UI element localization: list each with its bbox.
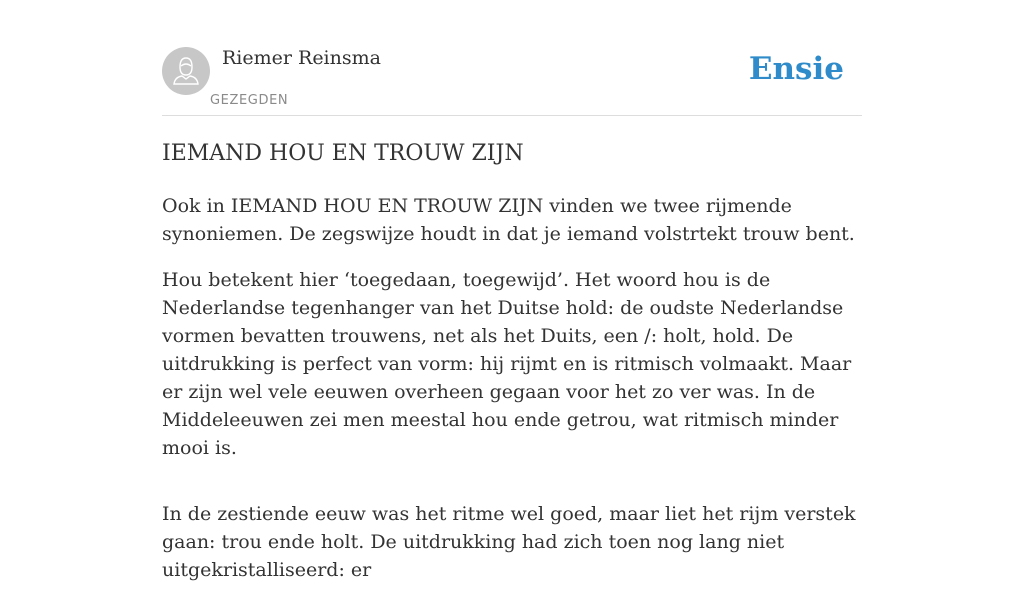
author-name[interactable]: Riemer Reinsma [222,47,381,69]
author-avatar[interactable] [162,47,210,95]
article-body [162,192,862,602]
brand-logo[interactable]: Ensie [748,51,844,87]
article-header [162,0,862,116]
article-title: IEMAND HOU EN TROUW ZIJN [162,141,524,166]
page-container [162,0,862,581]
user-silhouette-icon [162,47,210,95]
article-paragraph-2: Hou betekent hier ‘toegedaan, toegewijd’. Het woord hou is de Nederlandse tegenhanger van het Duitse hold: de oudste Nederlandse vormen bevatten trouwens, net als het Duits, een /: holt, hold. De uitdrukking is perfect van vorm: hij rijmt en is ritmisch volmaakt. Maar er zijn wel vele eeuwen overheen gegaan voor het zo ver was. In de Middeleeuwen zei men meestal hou ende getrou, wat ritmisch minder mooi is. [162,269,852,459]
article-paragraph-3: In de zestiende eeuw was het ritme wel goed, maar liet het rijm verstek gaan: trou ende holt. De uitdrukking had zich toen nog lang niet uitgekristalliseerd: er [162,503,856,581]
category-label[interactable]: GEZEGDEN [210,93,289,108]
article-paragraph-1: Ook in IEMAND HOU EN TROUW ZIJN vinden we twee rijmende synoniemen. De zegswijze houdt in dat je iemand volstrtekt trouw bent. [162,195,855,245]
